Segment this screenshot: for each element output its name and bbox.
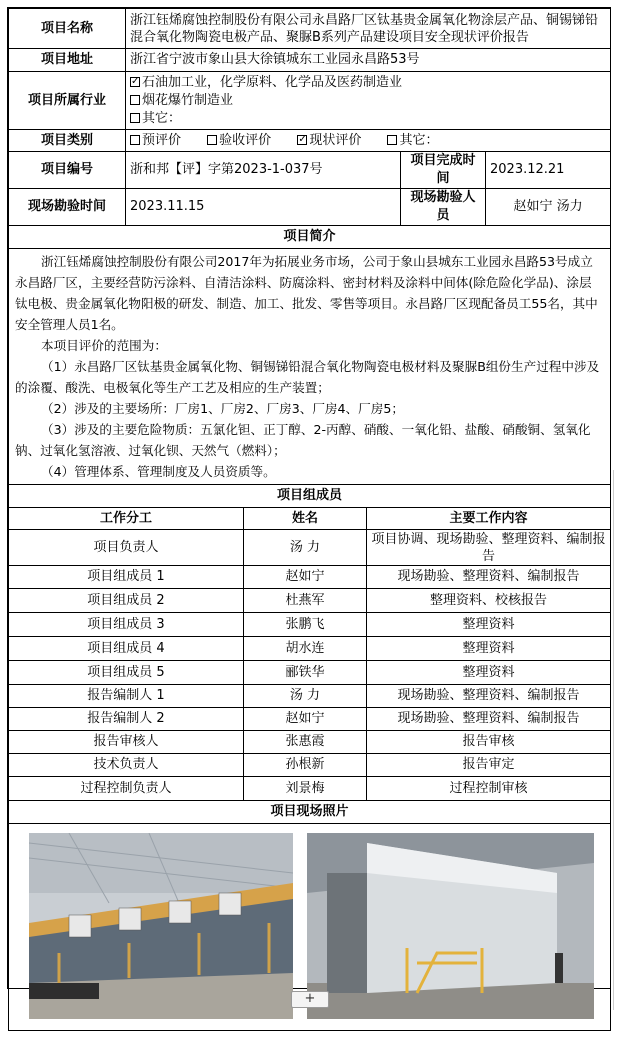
project-category-label: 项目类别 [9, 130, 126, 152]
unchecked-checkbox-icon [130, 95, 140, 105]
intro-scope: 本项目评价的范围为： [41, 338, 167, 353]
unchecked-checkbox-icon [130, 113, 140, 123]
site-photo-workshop [29, 833, 293, 1019]
category-options [126, 130, 611, 152]
intro-scope-item: （2）涉及的主要场所：厂房1、厂房2、厂房3、厂房4、厂房5； [41, 401, 404, 416]
report-sheet [7, 7, 611, 989]
project-number-label: 项目编号 [9, 152, 126, 189]
table-row: 报告编制人 1 汤 力 现场勘验、整理资料、编制报告 [9, 685, 611, 708]
members-header-work: 主要工作内容 [367, 508, 611, 530]
members-header-role: 工作分工 [9, 508, 244, 530]
table-row: 项目组成员 1 赵如宁 现场勘验、整理资料、编制报告 [9, 566, 611, 589]
table-row: 技术负责人 孙根新 报告审定 [9, 754, 611, 777]
project-industry-label: 项目所属行业 [9, 72, 126, 130]
unchecked-checkbox-icon [387, 135, 397, 145]
project-address-label: 项目地址 [9, 49, 126, 72]
table-row: 项目组成员 2 杜燕军 整理资料、校核报告 [9, 589, 611, 613]
intro-paragraph: 浙江钰烯腐蚀控制股份有限公司2017年为拓展业务市场，公司于象山县城东工业园永昌路53号成立永昌路厂区，主要经营防污涂料、自清洁涂料、防腐涂料、密封材料及涂料中间体(除危险化学品)、涂层钛电极、贵金属氧化物阳极的研发、制造、加工、批发、零售等项目。永昌路厂区现配备员工55名，其中安全管理人员1名。 [15, 254, 598, 332]
project-name-label: 项目名称 [9, 9, 126, 49]
checked-checkbox-icon [130, 77, 140, 87]
members-table [8, 484, 611, 1031]
intro-title: 项目简介 [9, 226, 611, 249]
survey-time-value: 2023.11.15 [126, 189, 401, 226]
scroll-edge [613, 470, 618, 1010]
category-option-pre[interactable]: 预评价 [130, 133, 181, 148]
table-row: 报告编制人 2 赵如宁 现场勘验、整理资料、编制报告 [9, 708, 611, 731]
industry-option-other[interactable]: 其它： [130, 110, 606, 128]
members-title: 项目组成员 [9, 485, 611, 508]
completion-time-label: 项目完成时间 [401, 152, 486, 189]
category-option-current[interactable]: ✓ 现状评价 [297, 133, 361, 148]
table-row: 项目负责人 汤 力 项目协调、现场勘验、整理资料、编制报告 [9, 530, 611, 566]
intro-scope-item: （1）永昌路厂区钛基贵金属氧化物、铜锡锑铅混合氧化物陶瓷电极材料及聚脲B组份生产过程中涉及的涂覆、酸洗、电极氧化等生产工艺及相应的生产装置； [15, 359, 600, 395]
industry-option-petrochem[interactable]: ✓石油加工业，化学原料、化学品及医药制造业 [130, 74, 606, 92]
project-number-value: 浙和邦【评】字第2023-1-037号 [126, 152, 401, 189]
table-row: 项目组成员 4 胡水连 整理资料 [9, 637, 611, 661]
category-option-acceptance[interactable]: 验收评价 [207, 133, 271, 148]
add-button[interactable]: + [291, 991, 329, 1008]
project-info-table [8, 8, 611, 485]
category-option-other[interactable]: 其它： [387, 133, 438, 148]
photos-title: 项目现场照片 [9, 801, 611, 824]
table-row: 过程控制负责人 刘景梅 过程控制审核 [9, 777, 611, 801]
intro-scope-item: （4）管理体系、管理制度及人员资质等。 [41, 464, 276, 479]
members-header-name: 姓名 [244, 508, 367, 530]
table-row: 报告审核人 张惠霞 报告审核 [9, 731, 611, 754]
industry-option-fireworks[interactable]: 烟花爆竹制造业 [130, 92, 606, 110]
table-row: 项目组成员 5 郦铁华 整理资料 [9, 661, 611, 685]
unchecked-checkbox-icon [207, 135, 217, 145]
industry-options [126, 72, 611, 130]
table-row: 项目组成员 3 张鹏飞 整理资料 [9, 613, 611, 637]
unchecked-checkbox-icon [130, 135, 140, 145]
project-address-value: 浙江省宁波市象山县大徐镇城东工业园永昌路53号 [126, 49, 611, 72]
surveyor-label: 现场勘验人员 [401, 189, 486, 226]
intro-scope-item: （3）涉及的主要危险物质：五氯化钽、正丁醇、2-丙醇、硝酸、一氧化铅、盐酸、硝酸铜、氢氧化钠、过氧化氢溶液、过氧化钡、天然气（燃料）； [15, 422, 591, 458]
checked-checkbox-icon [297, 135, 307, 145]
survey-time-label: 现场勘验时间 [9, 189, 126, 226]
surveyor-value: 赵如宁 汤力 [486, 189, 611, 226]
completion-time-value: 2023.12.21 [486, 152, 611, 189]
project-name-value: 浙江钰烯腐蚀控制股份有限公司永昌路厂区钛基贵金属氧化物涂层产品、铜锡锑铅混合氧化物陶瓷电极产品、聚脲B系列产品建设项目安全现状评价报告 [126, 9, 611, 49]
site-photo-equipment [307, 833, 594, 1019]
intro-body [9, 249, 611, 485]
